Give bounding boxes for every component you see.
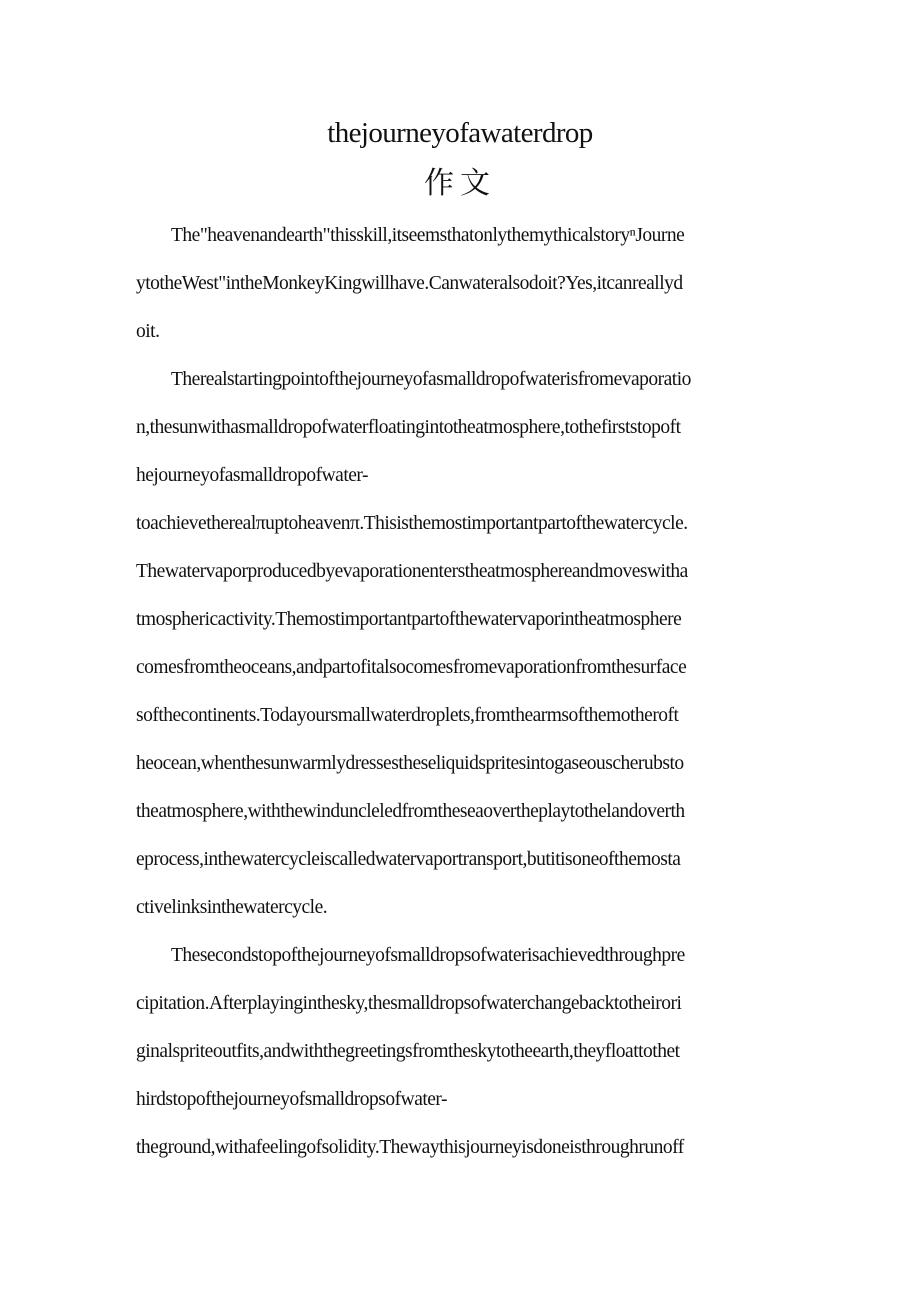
text-line: The"heavenandearth"thisskill,itseemsthatonlythemythicalstoryⁿJourne — [171, 225, 685, 246]
text-line: toachievetherealπuptoheavenπ.Thisisthemostimportantpartofthewatercycle. — [136, 513, 688, 534]
text-line: comesfromtheoceans,andpartofitalsocomesfromevaporationfromthesurface — [136, 657, 687, 678]
text-line: hirdstopofthejourneyofsmalldropsofwater- — [136, 1089, 448, 1110]
text-line: Therealstartingpointofthejourneyofasmalldropofwaterisfromevaporatio — [171, 369, 691, 390]
document-title: thejourneyofawaterdrop — [327, 117, 593, 149]
text-line: softhecontinents.Todayoursmallwaterdroplets,fromthearmsofthemotheroft — [136, 705, 679, 726]
document-subtitle: 作文 — [424, 166, 496, 201]
text-line: theatmosphere,withthewinduncleledfromtheseaovertheplaytothelandoverth — [136, 801, 685, 822]
text-line: ytotheWest"intheMonkeyKingwillhave.Canwateralsodoit?Yes,itcanreallyd — [136, 273, 683, 294]
text-line: ginalspriteoutfits,andwiththegreetingsfromtheskytotheearth,theyfloattothet — [136, 1041, 680, 1062]
text-line: heocean,whenthesunwarmlydressestheseliquidspritesintogaseouscherubsto — [136, 753, 684, 774]
text-line: cipitation.Afterplayinginthesky,thesmalldropsofwaterchangebacktotheirori — [136, 993, 682, 1014]
text-line: tmosphericactivity.Themostimportantpartofthewatervaporintheatmosphere — [136, 609, 682, 630]
text-line: Thewatervaporproducedbyevaporationenterstheatmosphereandmoveswitha — [136, 561, 688, 582]
text-line: eprocess,inthewatercycleiscalledwatervaportransport,butitisoneofthemosta — [136, 849, 681, 870]
text-line: theground,withafeelingofsolidity.Thewaythisjourneyisdoneisthroughrunoff — [136, 1137, 684, 1158]
text-line: n,thesunwithasmalldropofwaterfloatingintotheatmosphere,tothefirststopoft — [136, 417, 681, 438]
text-line: oit. — [136, 321, 160, 342]
text-line: ctivelinksinthewatercycle. — [136, 897, 328, 918]
text-line: Thesecondstopofthejourneyofsmalldropsofwaterisachievedthroughpre — [171, 945, 685, 966]
text-line: hejourneyofasmalldropofwater- — [136, 465, 369, 486]
